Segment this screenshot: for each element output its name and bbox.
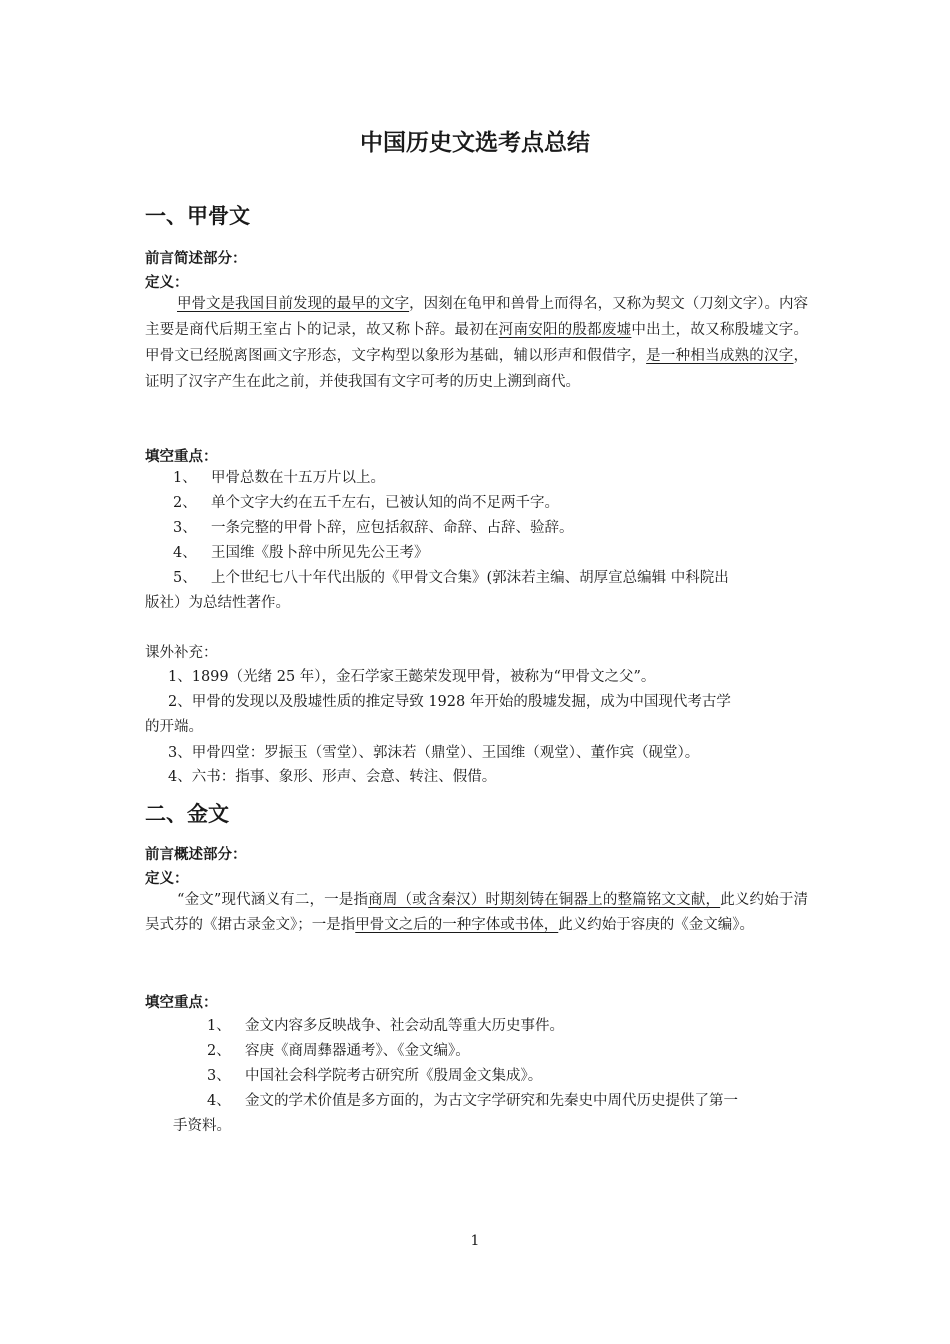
list-item: 3、 一条完整的甲骨卜辞，应包括叙辞、命辞、占辞、验辞。 (173, 520, 574, 536)
list-item: 4、六书：指事、象形、形声、会意、转注、假借。 (168, 769, 497, 785)
list-item: 2、 容庚《商周彝器通考》、《金文编》。 (207, 1043, 470, 1059)
definition-paragraph: “金文”现代涵义有二，一是指商周（或含秦汉）时期刻铸在铜器上的整篇铭文文献，此义约始于清吴式芬的《捃古录金文》；一是指甲骨文之后的一种字体或书体，此义约始于容庚的《金文编》。 (145, 892, 809, 933)
intro-label: 前言概述部分： (145, 847, 247, 863)
list-item: 1、 金文内容多反映战争、社会动乱等重大历史事件。 (207, 1018, 564, 1034)
definition-label: 定义： (145, 275, 189, 291)
intro-label: 前言简述部分： (145, 251, 247, 267)
list-item: 1、 甲骨总数在十五万片以上。 (173, 470, 385, 486)
underlined-phrase: 河南安阳的殷都废墟 (498, 322, 632, 338)
list-item: 2、甲骨的发现以及殷墟性质的推定导致 1928 年开始的殷墟发掘，成为中国现代考古学 (168, 694, 731, 710)
underlined-phrase: 甲骨文是我国目前发现的最早的文字 (177, 296, 410, 312)
list-item: 4、 王国维《殷卜辞中所见先公王考》 (173, 545, 429, 561)
definition-label: 定义： (145, 871, 189, 887)
list-item-continuation: 版社）为总结性著作。 (145, 595, 290, 611)
list-item: 3、甲骨四堂：罗振玉（雪堂）、郭沫若（鼎堂）、王国维（观堂）、董作宾（砚堂）。 (168, 745, 700, 761)
section-heading-bronze: 二、金文 (145, 802, 229, 826)
list-item: 4、 金文的学术价值是多方面的，为古文字学研究和先秦史中周代历史提供了第一 (207, 1093, 738, 1109)
list-item-continuation: 的开端。 (145, 719, 203, 735)
fill-blank-label: 填空重点： (145, 995, 218, 1011)
section-heading-oracle-bone: 一、甲骨文 (145, 204, 250, 228)
list-item: 5、 上个世纪七八十年代出版的《甲骨文合集》(郭沫若主编、胡厚宣总编辑 中科院出 (173, 570, 729, 586)
page-number: 1 (470, 1233, 480, 1249)
definition-paragraph: 甲骨文是我国目前发现的最早的文字，因刻在龟甲和兽骨上而得名，又称为契文（刀刻文字）。内容主要是商代后期王室占卜的记录，故又称卜辞。最初在河南安阳的殷都废墟中出土，故又称殷墟文字。甲骨文已经脱离图画文字形态，文字构型以象形为基础，辅以形声和假借字，是一种相当成熟的汉字，证明了汉字产生在此之前，并使我国有文字可考的历史上溯到商代。 (145, 296, 809, 390)
underlined-phrase: 甲骨文之后的一种字体或书体， (355, 917, 559, 933)
underlined-phrase: 是一种相当成熟的汉字 (646, 348, 794, 364)
page-title: 中国历史文选考点总结 (360, 130, 590, 156)
list-item: 3、 中国社会科学院考古研究所《殷周金文集成》。 (207, 1068, 543, 1084)
underlined-phrase: 商周（或含秦汉）时期刻铸在铜器上的整篇铭文文献， (368, 892, 721, 908)
list-item: 1、1899（光绪 25 年），金石学家王懿荣发现甲骨，被称为“甲骨文之父”。 (168, 669, 656, 685)
list-item: 2、 单个文字大约在五千左右，已被认知的尚不足两千字。 (173, 495, 559, 511)
list-item-continuation: 手资料。 (173, 1118, 231, 1134)
extra-label: 课外补充： (145, 645, 218, 661)
fill-blank-label: 填空重点： (145, 449, 218, 465)
